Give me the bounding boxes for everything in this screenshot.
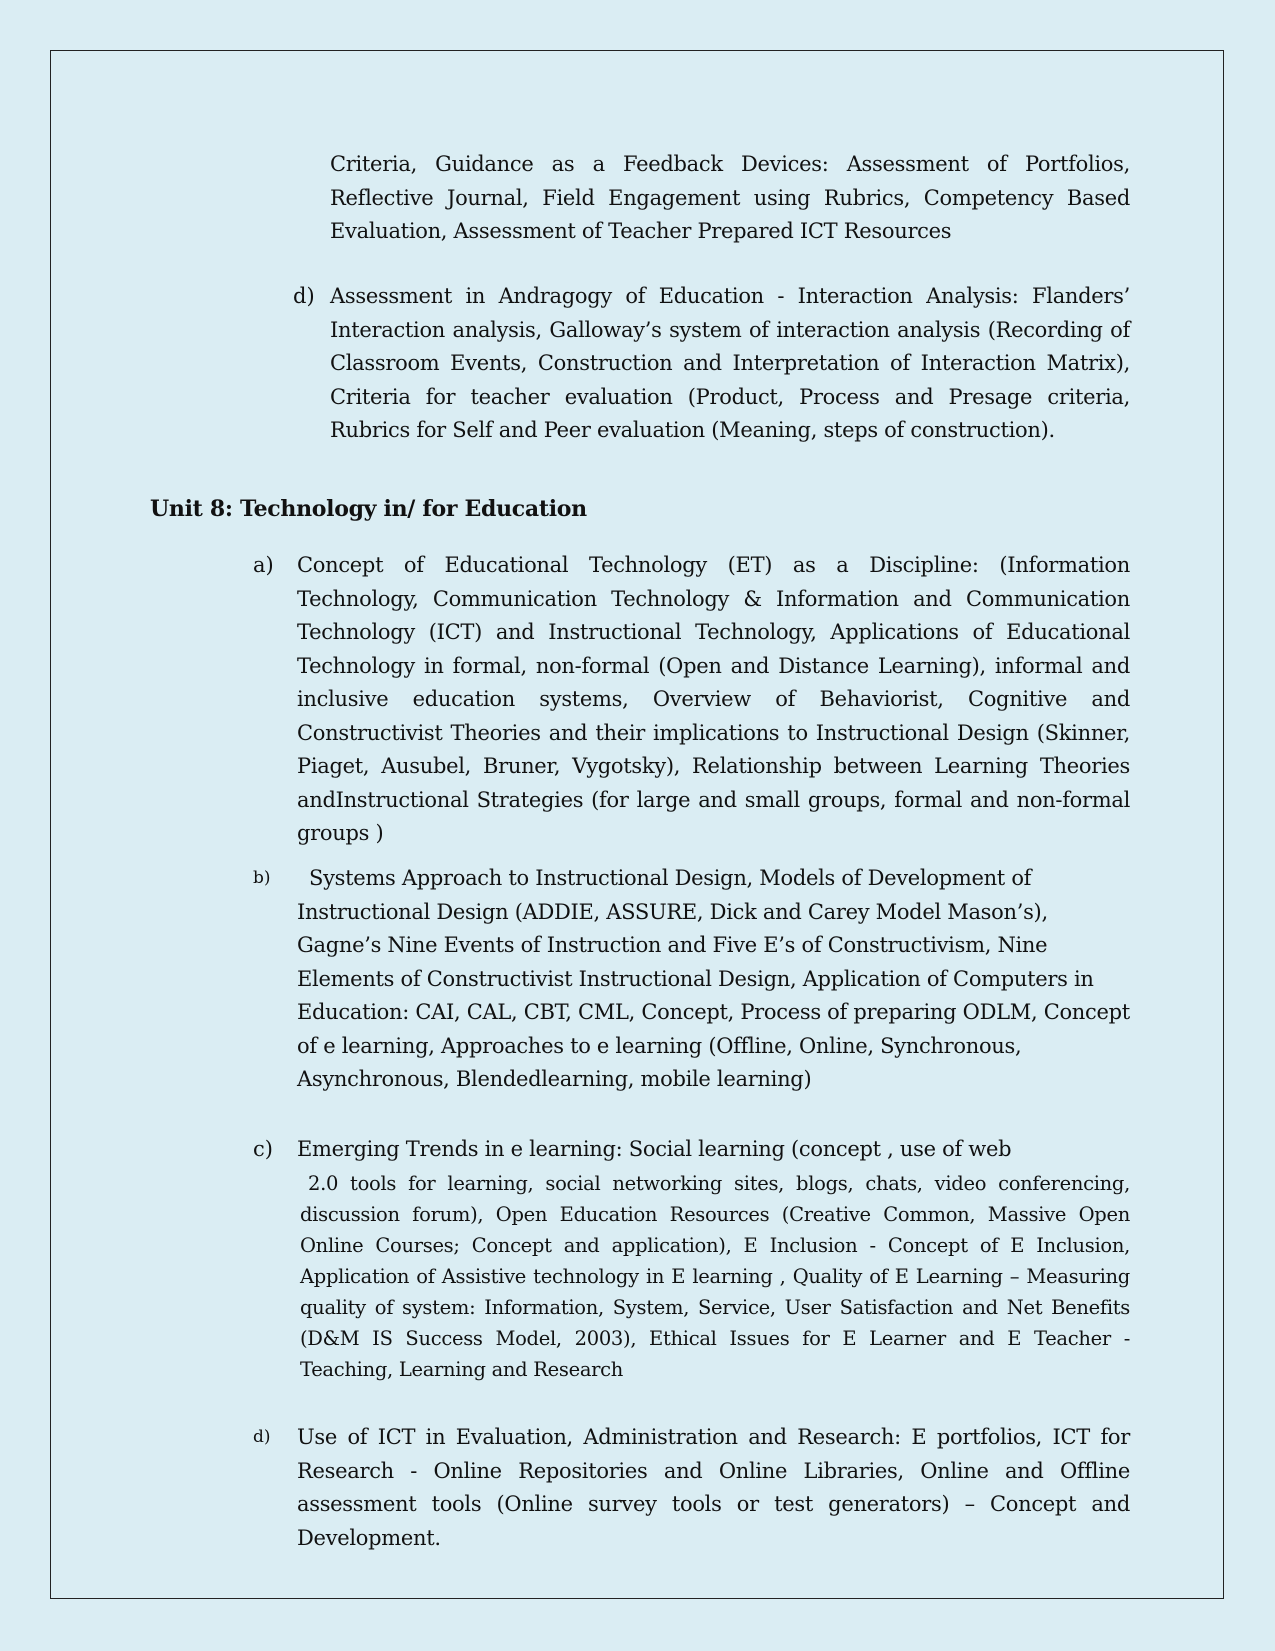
item-c-first-line: Emerging Trends in e learning: Social learning (concept , use of web	[297, 1137, 1012, 1161]
item-c-marker: c)	[253, 1137, 273, 1161]
prev-item-d-text: Assessment in Andragogy of Education - Interaction Analysis: Flanders’ Interaction analysis, Galloway’s system of interaction analysis (Recording of Classroom Events, Construction and Interpretation of Interaction Matrix), Criteria for teacher evaluation (Product, Process and Presage criteria, Rubrics for Self and Peer evaluation (Meaning, steps of construction).	[330, 284, 1130, 442]
item-b-marker: b)	[253, 868, 271, 888]
item-a-marker: a)	[253, 553, 274, 577]
item-d-marker: d)	[253, 1427, 271, 1447]
item-c-text: 2.0 tools for learning, social networking sites, blogs, chats, video conferencing, discussion forum), Open Education Resources (Creative Common, Massive Open Online Courses; Concept and application), E Inclusion - Concept of E Inclusion, Application of Assistive technology in E learning , Quality of E Learning – Measuring quality of system: Information, System, Service, User Satisfaction and Net Benefits (D&M IS Success Model, 2003), Ethical Issues for E Learner and E Teacher -Teaching, Learning and Research	[300, 1172, 1130, 1381]
item-d-text: Use of ICT in Evaluation, Administration and Research: E portfolios, ICT for Research - Online Repositories and Online Libraries, Online and Offline assessment tools (Online survey tools or test generators) – Concept and Development.	[297, 1425, 1130, 1550]
continuation-paragraph: Criteria, Guidance as a Feedback Devices: Assessment of Portfolios, Reflective Journal, Field Engagement using Rubrics, Competency Based Evaluation, Assessment of Teacher Prepared ICT Resources	[330, 152, 1130, 243]
unit-heading: Unit 8: Technology in/ for Education	[150, 496, 587, 522]
item-b-text: Systems Approach to Instructional Design, Models of Development of Instructional Design (ADDIE, ASSURE, Dick and Carey Model Mason’s), Gagne’s Nine Events of Instruction and Five E’s of Constructivism, Nine Elements of Constructivist Instructional Design, Application of Computers in Education: CAI, CAL, CBT, CML, Concept, Process of preparing ODLM, Concept of e learning, Approaches to e learning (Offline, Online, Synchronous, Asynchronous, Blendedlearning, mobile learning)	[297, 866, 1130, 1091]
prev-item-d-marker: d)	[293, 284, 315, 308]
item-a-text: Concept of Educational Technology (ET) as a Discipline: (Information Technology, Communication Technology & Information and Communication Technology (ICT) and Instructional Technology, Applications of Educational Technology in formal, non-formal (Open and Distance Learning), informal and inclusive education systems, Overview of Behaviorist, Cognitive and Constructivist Theories and their implications to Instructional Design (Skinner, Piaget, Ausubel, Bruner, Vygotsky), Relationship between Learning Theories andInstructional Strategies (for large and small groups, formal and non-formal groups )	[297, 553, 1130, 845]
